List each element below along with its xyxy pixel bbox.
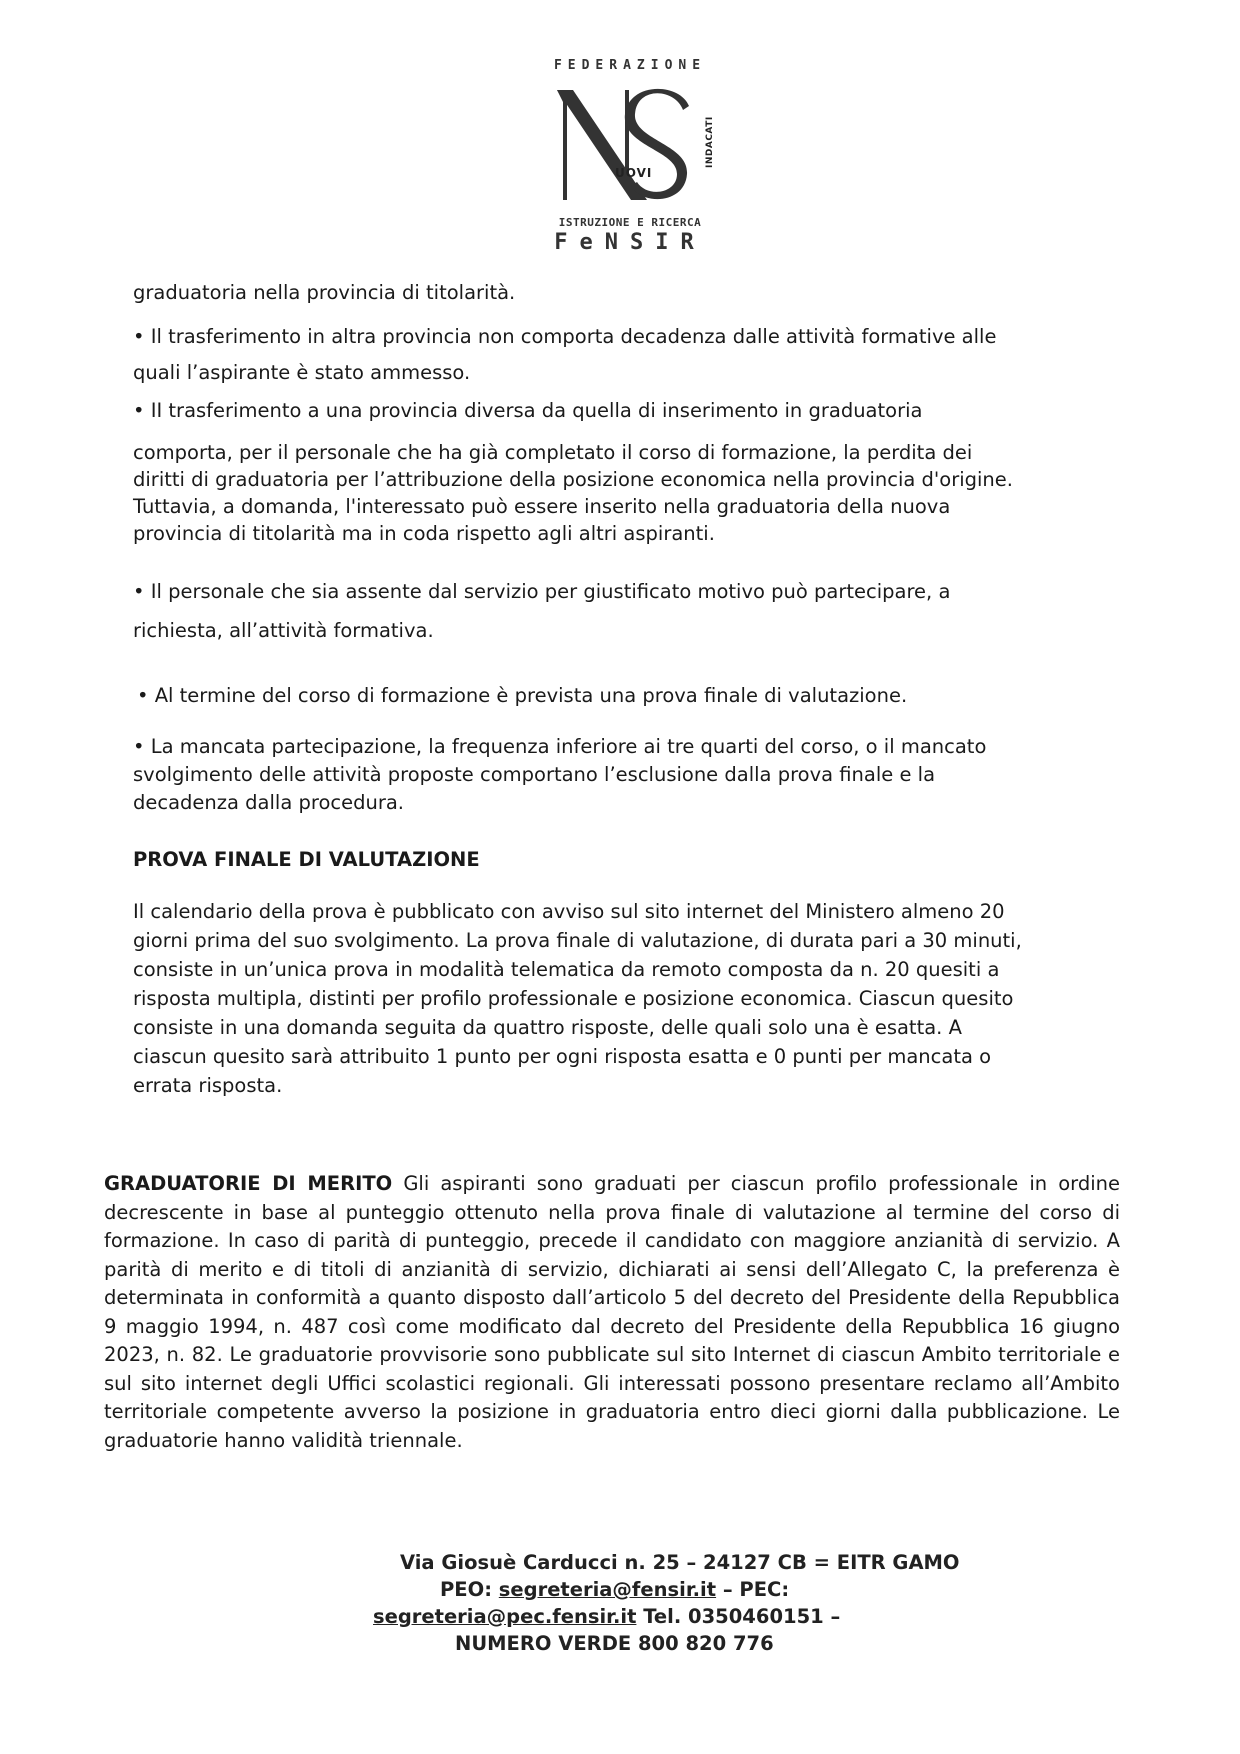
bullet-1-line-2: quali l’aspirante è stato ammesso. — [133, 361, 471, 384]
bullet-5-line-3: decadenza dalla procedura. — [133, 791, 404, 814]
graduatorie-text: Gli aspiranti sono graduati per ciascun profilo professionale in ordine decrescente in base al punteggio ottenuto nella prova finale di valutazione al termine del corso di formazione. In caso di parità di punteggio, precede il candidato con maggiore anzianità di servizio. A parità di merito e di titoli di anzianità di servizio, dichiarati ai sensi dell’Allegato C, la preferenza è determinata in conformità a quanto disposto dall’articolo 5 del decreto del Presidente della Repubblica 9 maggio 1994, n. 487 così come modificato dal decreto del Presidente della Repubblica 16 giugno 2023, n. 82. Le graduatorie provvisorie sono pubblicate sul sito Internet di ciascun Ambito territoriale e sul sito internet degli Uffici scolastici regionali. Gli interessati possono presentare reclamo all’Ambito territoriale competente avverso la posizione in graduatoria entro dieci giorni dalla pubblicazione. Le graduatorie hanno validità triennale. — [104, 1172, 1120, 1452]
bullet-5-line-2: svolgimento delle attività proposte comportano l’esclusione dalla prova finale e la — [133, 763, 936, 786]
bullet-5-line-1: • La mancata partecipazione, la frequenza inferiore ai tre quarti del corso, o il mancato — [133, 735, 987, 758]
bullet-3-line-1: • Il personale che sia assente dal servizio per giustificato motivo può partecipare, a — [133, 580, 951, 603]
prova-line-7: errata risposta. — [133, 1074, 283, 1097]
prova-line-2: giorni prima del suo svolgimento. La prova finale di valutazione, di durata pari a 30 minuti, — [133, 929, 1022, 952]
peo-email-link[interactable]: segreteria@fensir.it — [498, 1578, 717, 1601]
footer-peo-line — [440, 1576, 789, 1603]
prova-finale-heading: PROVA FINALE DI VALUTAZIONE — [133, 848, 480, 871]
bullet-1-line-1: • Il trasferimento in altra provincia non comporta decadenza dalle attività formative alle — [133, 325, 997, 348]
pec-email-link[interactable]: segreteria@pec.fensir.it — [373, 1605, 637, 1628]
graduatorie-paragraph — [104, 1170, 1120, 1455]
logo-indacati-text: INDACATI — [705, 116, 715, 168]
bullet-2-line-2: comporta, per il personale che ha già completato il corso di formazione, la perdita dei — [133, 441, 973, 464]
bullet-3-line-2: richiesta, all’attività formativa. — [133, 619, 434, 642]
footer-pec-line — [373, 1603, 840, 1630]
peo-label: PEO: — [440, 1578, 492, 1601]
prova-line-5: consiste in una domanda seguita da quattro risposte, delle quali solo una è esatta. A — [133, 1016, 962, 1039]
logo-uovi-text: UOVI — [615, 166, 653, 180]
ns-monogram-icon — [555, 82, 705, 212]
footer-numero-verde: NUMERO VERDE 800 820 776 — [455, 1632, 774, 1655]
prova-line-6: ciascun quesito sarà attribuito 1 punto per ogni risposta esatta e 0 punti per mancata o — [133, 1045, 992, 1068]
prova-line-4: risposta multipla, distinti per profilo professionale e posizione economica. Ciascun quesito — [133, 987, 1014, 1010]
fensir-logo — [545, 58, 715, 258]
bullet-2-line-4: Tuttavia, a domanda, l'interessato può essere inserito nella graduatoria della nuova — [133, 495, 951, 518]
prova-line-1: Il calendario della prova è pubblicato con avviso sul sito internet del Ministero almeno 20 — [133, 900, 1005, 923]
footer-tel: Tel. 0350460151 – — [643, 1605, 841, 1628]
bullet-2-line-3: diritti di graduatoria per l’attribuzione della posizione economica nella provincia d'origine. — [133, 468, 1013, 491]
intro-line: graduatoria nella provincia di titolarità. — [133, 281, 516, 304]
logo-subtitle: ISTRUZIONE E RICERCA — [558, 216, 702, 229]
bullet-2-line-1: • II trasferimento a una provincia diversa da quella di inserimento in graduatoria — [133, 399, 923, 422]
logo-acronym: FeNSIR — [554, 230, 706, 255]
graduatorie-heading: GRADUATORIE DI MERITO — [104, 1172, 393, 1195]
logo-federazione-text: FEDERAZIONE — [553, 58, 707, 73]
pec-label: – PEC: — [722, 1578, 790, 1601]
prova-line-3: consiste in un’unica prova in modalità telematica da remoto composta da n. 20 quesiti a — [133, 958, 1000, 981]
bullet-2-line-5: provincia di titolarità ma in coda rispetto agli altri aspiranti. — [133, 522, 715, 545]
footer-address: Via Giosuè Carducci n. 25 – 24127 CB = EITR GAMO — [400, 1551, 960, 1574]
bullet-4-line-1: • Al termine del corso di formazione è prevista una prova finale di valutazione. — [137, 684, 908, 707]
